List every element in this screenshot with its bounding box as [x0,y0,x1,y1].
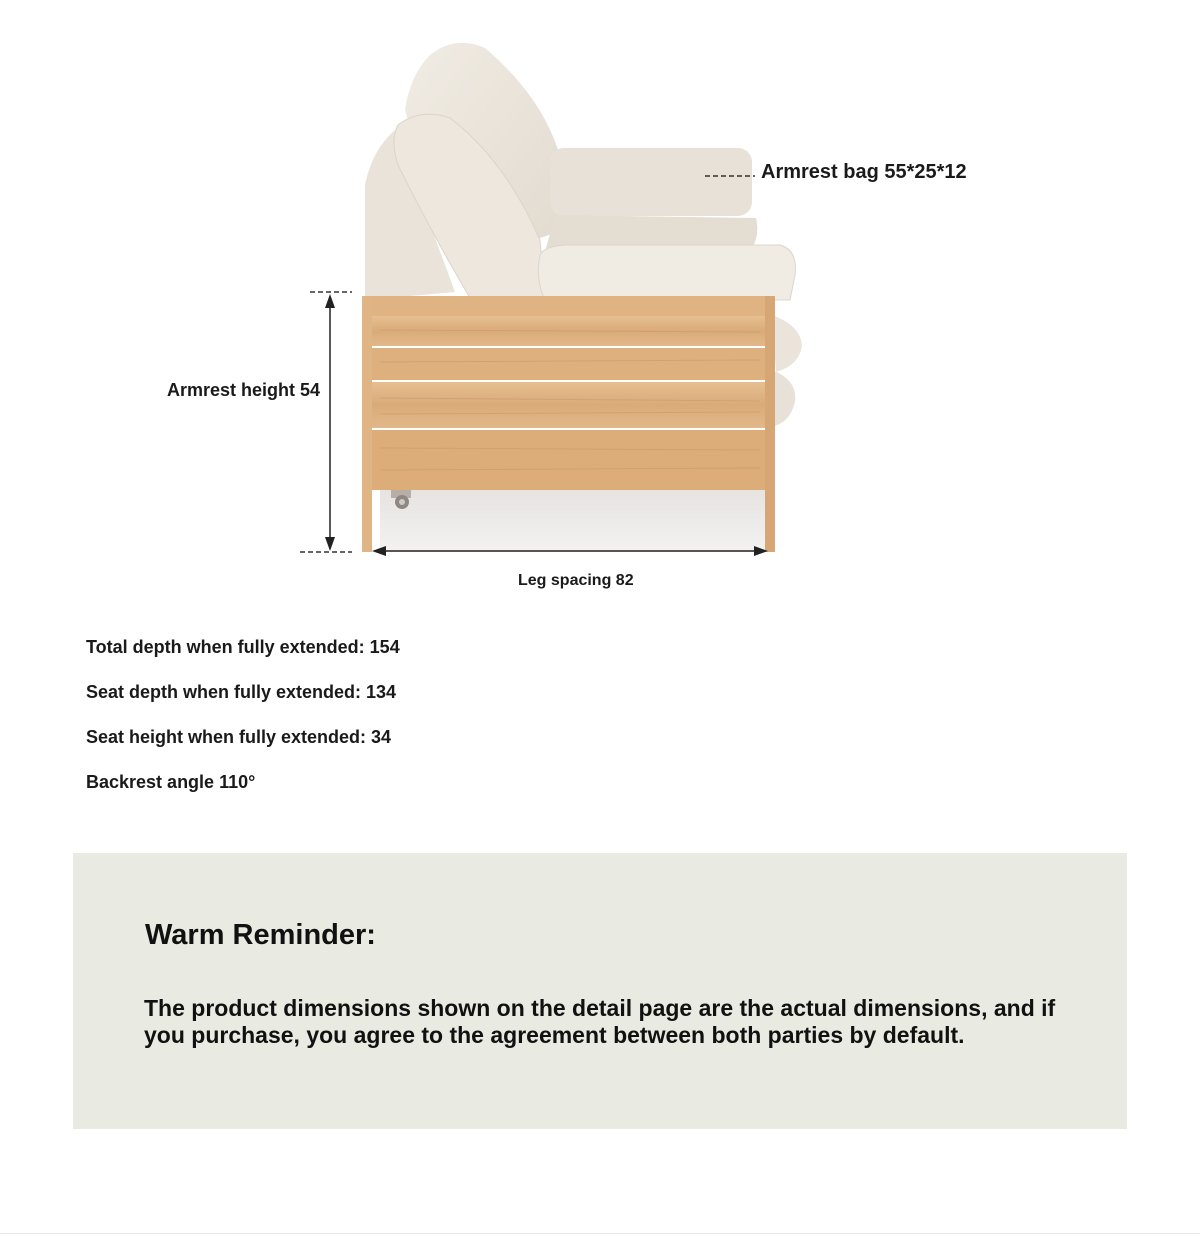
leg-spacing-label: Leg spacing 82 [518,572,634,589]
reminder-body: The product dimensions shown on the detail page are the actual dimensions, and if you purchase, you agree to the agreement between both parties by default. [144,995,1056,1048]
spec-backrest-angle: Backrest angle 110° [86,772,256,792]
sofa-right-cushion-lower [772,370,795,426]
spec-total-depth: Total depth when fully extended: 154 [86,637,400,657]
left-leg [362,296,372,552]
armrest-bag-label: Armrest bag 55*25*12 [761,161,967,183]
armrest-bag-near [538,245,795,300]
spec-seat-depth: Seat depth when fully extended: 134 [86,682,397,702]
leg-spacing-arrow-left [372,546,386,556]
spec-seat-height: Seat height when fully extended: 34 [86,727,392,747]
right-leg [765,296,775,552]
floor-shadow [380,490,775,552]
armrest-height-label: Armrest height 54 [167,380,321,400]
warm-reminder-panel [73,853,1127,1129]
wood-slat-3 [372,382,768,428]
wood-top-rail [368,296,772,316]
wood-lower-rail [370,430,768,490]
spec-list [86,636,400,816]
wood-slat-2 [372,348,768,380]
sofa-illustration [0,0,1200,610]
reminder-title: Warm Reminder: [145,919,376,951]
height-arrow-down [325,537,335,551]
bottom-divider [0,1233,1200,1234]
sofa-right-cushion-upper [772,315,802,372]
height-arrow-up [325,294,335,308]
product-dimension-figure [0,0,1200,610]
armrest-bag-far [550,148,752,216]
